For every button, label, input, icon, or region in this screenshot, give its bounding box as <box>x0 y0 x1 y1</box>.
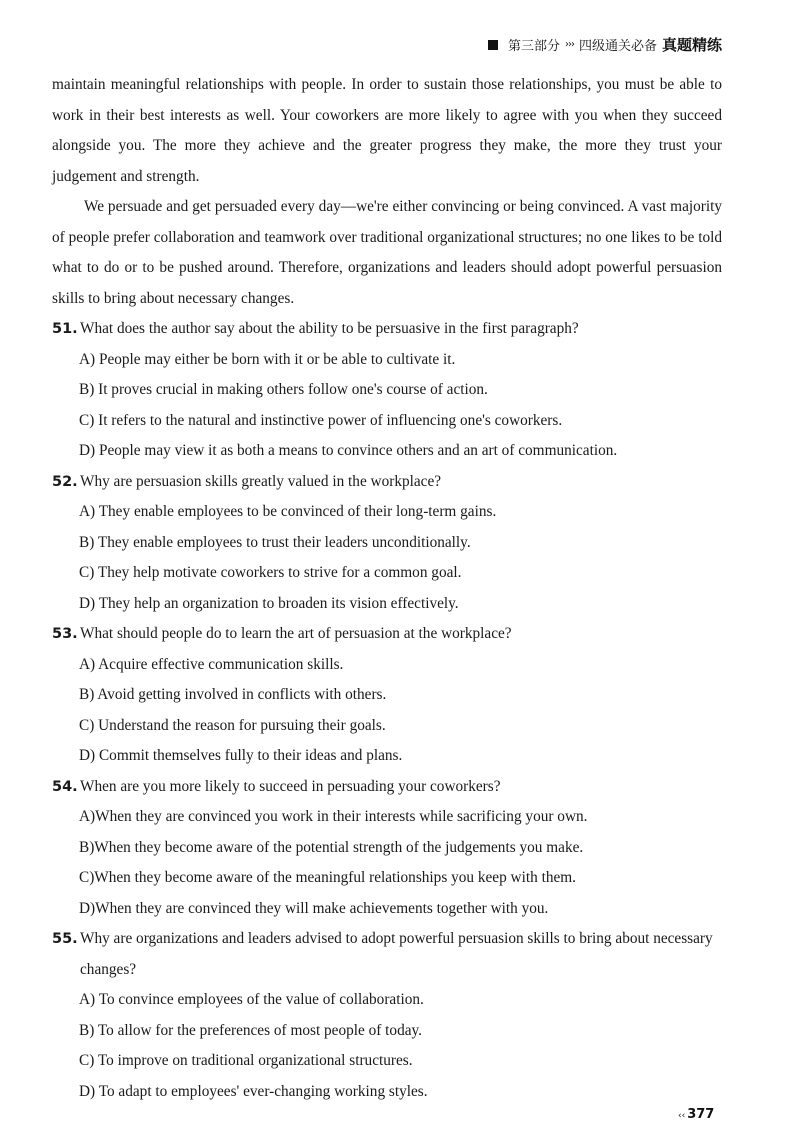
option-d: D) To adapt to employees' ever-changing working styles. <box>79 1082 428 1100</box>
question-53 <box>52 619 722 772</box>
options-list <box>52 345 722 467</box>
question-text: Why are organizations and leaders advised to adopt powerful persuasion skills to bring about necessary changes? <box>80 930 713 978</box>
header-title: 真题精练 <box>661 36 722 54</box>
question-stem <box>52 772 722 803</box>
option-a: A) They enable employees to be convinced of their long-term gains. <box>79 503 497 520</box>
question-text: Why are persuasion skills greatly valued in the workplace? <box>80 472 442 490</box>
header-part: 第三部分 <box>507 39 560 54</box>
options-list <box>52 650 722 772</box>
question-number: 55. <box>52 931 78 947</box>
question-number: 53. <box>52 626 78 642</box>
option-d: D) Commit themselves fully to their ideas and plans. <box>79 747 403 764</box>
page-marks-icon: ‹‹ <box>678 1111 686 1121</box>
question-stem <box>52 619 722 650</box>
question-text: When are you more likely to succeed in persuading your coworkers? <box>80 777 501 795</box>
option-b: B) It proves crucial in making others follow one's course of action. <box>79 381 488 398</box>
arrows-icon: ››› <box>564 39 574 50</box>
passage-paragraph: maintain meaningful relationships with people. In order to sustain those relationships, you must be able to work in their best interests as well. Your coworkers are more likely to agree with you when they succeed alongside you. The more they achieve and the greater progress they make, the more they trust your judgement and strength. <box>52 76 722 185</box>
option-d: D)When they are convinced they will make achievements together with you. <box>79 899 549 917</box>
question-51 <box>52 314 722 467</box>
question-number: 51. <box>52 321 78 337</box>
page-content <box>52 70 722 1107</box>
square-bullet-icon <box>488 40 498 50</box>
page-number <box>678 1107 714 1122</box>
question-stem <box>52 924 722 985</box>
passage-paragraph: We persuade and get persuaded every day—we're either convincing or being convinced. A vast majority of people prefer collaboration and teamwork over traditional organizational structures; no one likes to be told what to do or to be pushed around. Therefore, organizations and leaders should adopt powerful persuasion skills to bring about necessary changes. <box>52 198 722 307</box>
option-d: D) They help an organization to broaden its vision effectively. <box>79 594 459 612</box>
option-c: C) To improve on traditional organizational structures. <box>79 1052 413 1069</box>
question-number: 54. <box>52 778 78 795</box>
running-header <box>488 34 722 55</box>
options-list <box>52 802 722 924</box>
page-number-value: 377 <box>687 1107 715 1122</box>
option-c: C) They help motivate coworkers to strive for a common goal. <box>79 564 462 581</box>
question-text: What should people do to learn the art of persuasion at the workplace? <box>80 625 512 642</box>
question-52 <box>52 467 722 620</box>
question-text: What does the author say about the ability to be persuasive in the first paragraph? <box>80 320 579 337</box>
question-54 <box>52 772 722 925</box>
option-a: A) People may either be born with it or be able to cultivate it. <box>79 350 456 368</box>
question-55 <box>52 924 722 1107</box>
option-c: C)When they become aware of the meaningful relationships you keep with them. <box>79 869 576 886</box>
question-stem <box>52 467 722 498</box>
option-b: B) Avoid getting involved in conflicts with others. <box>79 686 387 703</box>
option-d: D) People may view it as both a means to convince others and an art of communication. <box>79 442 618 459</box>
option-a: A) To convince employees of the value of collaboration. <box>79 991 424 1008</box>
option-a: A) Acquire effective communication skills. <box>79 655 344 673</box>
option-a: A)When they are convinced you work in their interests while sacrificing your own. <box>79 808 588 825</box>
header-section: 四级通关必备 <box>578 39 657 54</box>
option-b: B) To allow for the preferences of most people of today. <box>79 1021 422 1039</box>
option-c: C) It refers to the natural and instinctive power of influencing one's coworkers. <box>79 411 563 429</box>
question-number: 52. <box>52 473 78 490</box>
option-b: B) They enable employees to trust their leaders unconditionally. <box>79 533 471 551</box>
option-c: C) Understand the reason for pursuing their goals. <box>79 716 386 734</box>
options-list <box>52 497 722 619</box>
option-b: B)When they become aware of the potential strength of the judgements you make. <box>79 838 584 856</box>
options-list <box>52 985 722 1107</box>
question-stem <box>52 314 722 345</box>
